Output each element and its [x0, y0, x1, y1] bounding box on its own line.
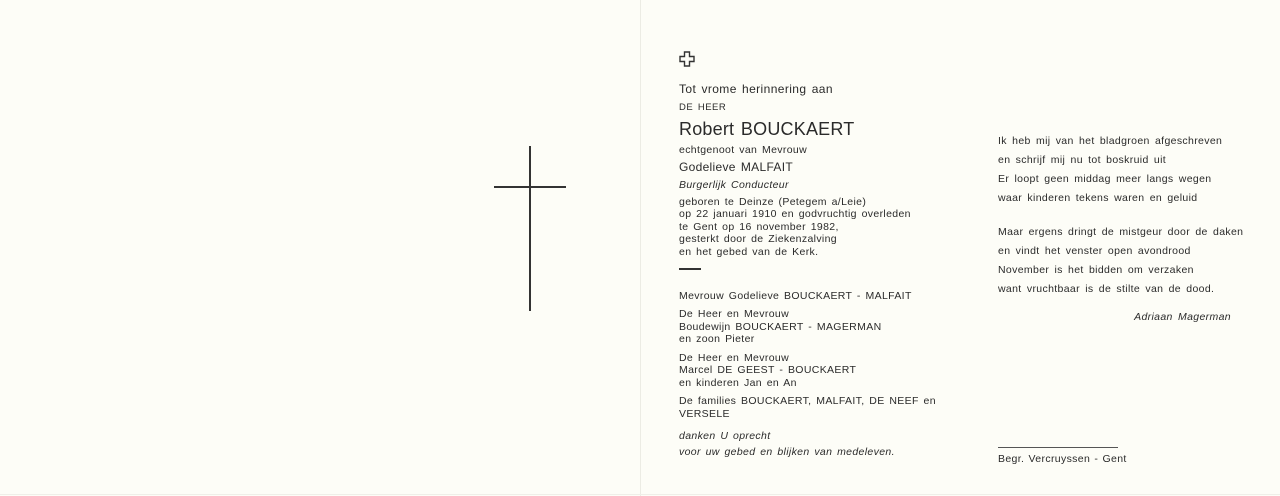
biography — [679, 196, 969, 259]
latin-cross-icon — [494, 146, 566, 312]
family-line: Boudewijn BOUCKAERT - MAGERMAN — [679, 320, 882, 333]
poem — [998, 132, 1248, 327]
poem-line: waar kinderen tekens waren en geluid — [998, 192, 1198, 204]
card-bottom-edge — [0, 494, 1280, 495]
greek-cross-icon — [679, 51, 695, 67]
thanks-line: danken U oprecht — [679, 430, 771, 442]
poem-line: en schrijf mij nu tot boskruid uit — [998, 154, 1167, 166]
poem-stanza — [998, 132, 1248, 208]
poem-line: Er loopt geen middag meer langs wegen — [998, 173, 1212, 185]
family-line: De Heer en Mevrouw — [679, 308, 790, 320]
bio-line: en het gebed van de Kerk. — [679, 245, 819, 258]
family-line: De Heer en Mevrouw — [679, 351, 790, 364]
family-line: Mevrouw Godelieve BOUCKAERT - MALFAIT — [679, 289, 912, 302]
spouse-name: Godelieve MALFAIT — [679, 159, 793, 174]
bio-line: te Gent op 16 november 1982, — [679, 220, 839, 233]
family-line: en kinderen Jan en An — [679, 376, 797, 389]
family-group — [679, 308, 969, 346]
bio-line: geboren te Deinze (Petegem a/Leie) — [679, 195, 867, 208]
family-group — [679, 352, 969, 390]
printer-rule — [998, 447, 1118, 448]
bio-line: op 22 januari 1910 en godvruchtig overleden — [679, 208, 911, 220]
poem-line: Maar ergens dringt de mistgeur door de daken — [998, 226, 1244, 238]
memorial-text — [679, 83, 969, 460]
family-list — [679, 290, 969, 421]
intro-text: Tot vrome herinnering aan — [679, 82, 833, 96]
separator-dash — [679, 268, 701, 270]
family-line: VERSELE — [679, 407, 730, 420]
poem-line: November is het bidden om verzaken — [998, 264, 1194, 276]
spouse-prefix: echtgenoot van Mevrouw — [679, 144, 808, 156]
family-line: en zoon Pieter — [679, 333, 755, 345]
poem-line: Ik heb mij van het bladgroen afgeschreven — [998, 135, 1223, 147]
thanks-line: voor uw gebed en blijken van medeleven. — [679, 446, 895, 458]
deceased-name: Robert BOUCKAERT — [679, 119, 855, 139]
family-group — [679, 395, 969, 420]
printer-credit: Begr. Vercruyssen - Gent — [998, 453, 1127, 465]
family-group — [679, 290, 969, 303]
title-prefix: DE HEER — [679, 101, 727, 113]
poem-stanza — [998, 223, 1248, 299]
bio-line: gesterkt door de Ziekenzalving — [679, 233, 837, 245]
poem-author: Adriaan Magerman — [1134, 311, 1231, 323]
poem-line: want vruchtbaar is de stilte van de dood. — [998, 283, 1215, 295]
profession: Burgerlijk Conducteur — [679, 179, 789, 191]
family-line: De families BOUCKAERT, MALFAIT, DE NEEF en — [679, 395, 936, 407]
thanks-text — [679, 428, 969, 460]
poem-line: en vindt het venster open avondrood — [998, 245, 1191, 257]
family-line: Marcel DE GEEST - BOUCKAERT — [679, 364, 857, 376]
